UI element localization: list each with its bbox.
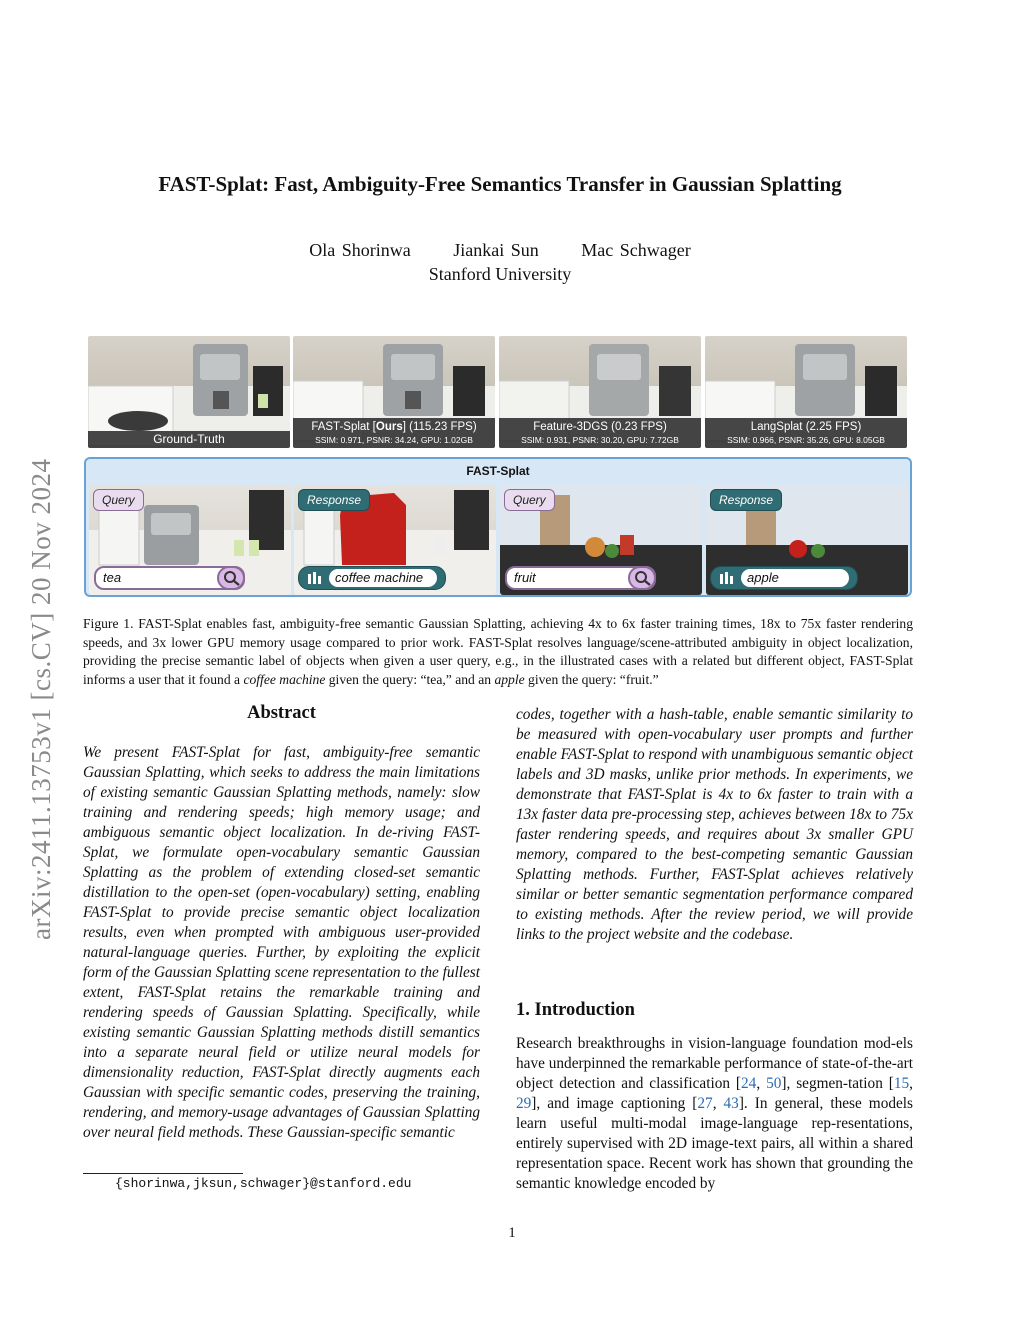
citation-link[interactable]: 24 — [741, 1075, 757, 1092]
citation-link[interactable]: 15 — [893, 1075, 910, 1092]
intro-span: Research breakthroughs in vision-language foundation mod-els have underpinned the remarkable performance of state-of-the-art object detection and classification [ — [516, 1035, 913, 1092]
caption-emphasis: coffee machine — [243, 671, 326, 687]
affiliation: Stanford University — [428, 264, 572, 284]
citation-link[interactable]: 50 — [766, 1075, 782, 1092]
search-icon — [630, 568, 654, 588]
author-2: Jiankai Sun — [453, 240, 539, 260]
frame-feature-3dgs — [499, 336, 701, 448]
label-part: FAST-Splat [ — [311, 421, 376, 433]
bar-chart-icon — [307, 571, 323, 585]
figure-caption — [83, 615, 913, 689]
frame-caption — [88, 431, 290, 448]
response-frame-coffee-machine — [294, 485, 496, 595]
frame-caption — [293, 418, 495, 448]
ours-label: Ours — [375, 421, 403, 433]
frame-stats: SSIM: 0.971, PSNR: 34.24, GPU: 1.02GB — [315, 435, 473, 445]
paper-title: FAST-Splat: Fast, Ambiguity-Free Semantics Transfer in Gaussian Splatting — [158, 172, 842, 196]
page-number: 1 — [508, 1225, 516, 1241]
response-text: apple — [741, 569, 849, 587]
frame-label — [293, 418, 495, 435]
caption-text: given the query: “fruit.” — [524, 671, 659, 687]
intro-heading: 1. Introduction — [516, 1000, 635, 1020]
frame-stats: SSIM: 0.931, PSNR: 30.20, GPU: 7.72GB — [521, 435, 679, 445]
author-1: Ola Shorinwa — [309, 240, 411, 260]
query-frame-tea — [89, 485, 291, 595]
caption-text: given the query: “tea,” and an — [325, 671, 495, 687]
authors — [60, 240, 940, 261]
intro-span: ], segmen-tation [ — [781, 1075, 894, 1092]
search-button[interactable] — [217, 566, 245, 590]
frame-caption — [705, 418, 907, 448]
frame-ground-truth — [88, 336, 290, 448]
response-tag: Response — [298, 489, 370, 511]
query-text: fruit — [514, 570, 536, 585]
intro-span: ]. In general, these models learn useful multi-modal image-language rep-resentations, entirely supervised with 2D image-text pairs, all within a shared representation space. Recent work has shown that grounding the semantic knowledge encoded by — [516, 1095, 913, 1192]
intro-text — [516, 1034, 913, 1194]
intro-span: , — [756, 1075, 767, 1092]
intro-span: , — [909, 1075, 913, 1092]
query-tag: Query — [93, 489, 144, 511]
query-input[interactable] — [94, 566, 245, 590]
search-button[interactable] — [628, 566, 656, 590]
frame-fast-splat — [293, 336, 495, 448]
label-part: ] (115.23 FPS) — [402, 421, 477, 433]
response-tag: Response — [710, 489, 782, 511]
query-input[interactable] — [505, 566, 656, 590]
intro-span: , — [712, 1095, 724, 1112]
abstract-heading: Abstract — [247, 703, 316, 723]
abstract-text-right: codes, together with a hash-table, enable semantic similarity to be measured with open-vocabulary user prompts and further enable FAST-Splat to respond with unambiguous semantic object labels and 3D masks, unlike prior methods. In experiments, we demonstrate that FAST-Splat is 4x to 6x faster to train with a 13x faster data pre-processing step, achieves between 18x to 75x faster rendering speeds, and requires about 3x smaller GPU memory, compared to the best-competing semantic Gaussian Splatting methods. Further, FAST-Splat achieves relatively similar or better semantic segmentation performance compared to existing methods. After the review period, we will provide links to the project website and the codebase. — [516, 706, 913, 943]
frame-langsplat — [705, 336, 907, 448]
citation-link[interactable]: 27 — [697, 1095, 713, 1112]
arxiv-stamp: arXiv:2411.13753v1 [cs.CV] 20 Nov 2024 — [26, 458, 56, 940]
abstract-text-left: We present FAST-Splat for fast, ambiguity-free semantic Gaussian Splatting, which seeks to address the main limitations of existing semantic Gaussian Splatting methods, namely: slow training and rendering speeds; high memory usage; and ambiguous semantic object localization. In de-riving FAST-Splat, we formulate open-vocabulary semantic Gaussian Splatting as the problem of extending closed-set semantic distillation to the open-set (open-vocabulary) setting, enabling FAST-Splat to provide precise semantic object localization results, even when prompted with ambiguous user-provided natural-language queries. Further, by exploiting the explicit form of the Gaussian Splatting scene representation to the fullest extent, FAST-Splat retains the remarkable training and rendering speeds of Gaussian Splatting. Specifically, while existing semantic Gaussian Splatting methods distill semantics into a separate neural field or utilize neural models for dimensionality reduction, FAST-Splat directly augments each Gaussian with specific semantic codes, preserving the training, rendering, and memory-usage advantages of Gaussian Splatting over neural field methods. These Gaussian-specific semantic — [83, 744, 480, 1141]
frame-stats: SSIM: 0.966, PSNR: 35.26, GPU: 8.05GB — [727, 435, 885, 445]
fast-splat-panel — [84, 457, 912, 597]
query-tag: Query — [504, 489, 555, 511]
intro-span: ], and image captioning [ — [531, 1095, 698, 1112]
response-output — [710, 566, 858, 590]
search-icon — [219, 568, 243, 588]
query-frame-fruit — [500, 485, 702, 595]
footnote-emails: {shorinwa,jksun,schwager}@stanford.edu — [115, 1176, 412, 1191]
caption-emphasis: apple — [494, 671, 525, 687]
panel-title: FAST-Splat — [466, 464, 530, 478]
frame-label: Feature-3DGS (0.23 FPS) — [533, 421, 667, 433]
citation-link[interactable]: 29 — [516, 1095, 532, 1112]
bar-chart-icon — [719, 571, 735, 585]
citation-link[interactable]: 43 — [723, 1095, 739, 1112]
response-output — [298, 566, 446, 590]
response-frame-apple — [706, 485, 908, 595]
caption-text: Figure 1. FAST-Splat enables fast, ambiguity-free semantic Gaussian Splatting, achieving 4x to 6x faster training times, 18x to 75x faster rendering speeds, and 3x lower GPU memory usage compared to prior work. FAST-Splat resolves language/scene-attributed ambiguity in object localization, providing the precise semantic label of objects when given a user query, e.g., in the illustrated cases with a related but different object, FAST-Splat informs a user that it found a — [83, 616, 913, 687]
frame-label: Ground-Truth — [153, 432, 225, 446]
response-text: coffee machine — [329, 569, 437, 587]
author-3: Mac Schwager — [581, 240, 691, 260]
frame-label: LangSplat (2.25 FPS) — [750, 421, 862, 433]
footnote-rule — [83, 1173, 243, 1174]
query-text: tea — [103, 570, 122, 585]
frame-caption — [499, 418, 701, 448]
